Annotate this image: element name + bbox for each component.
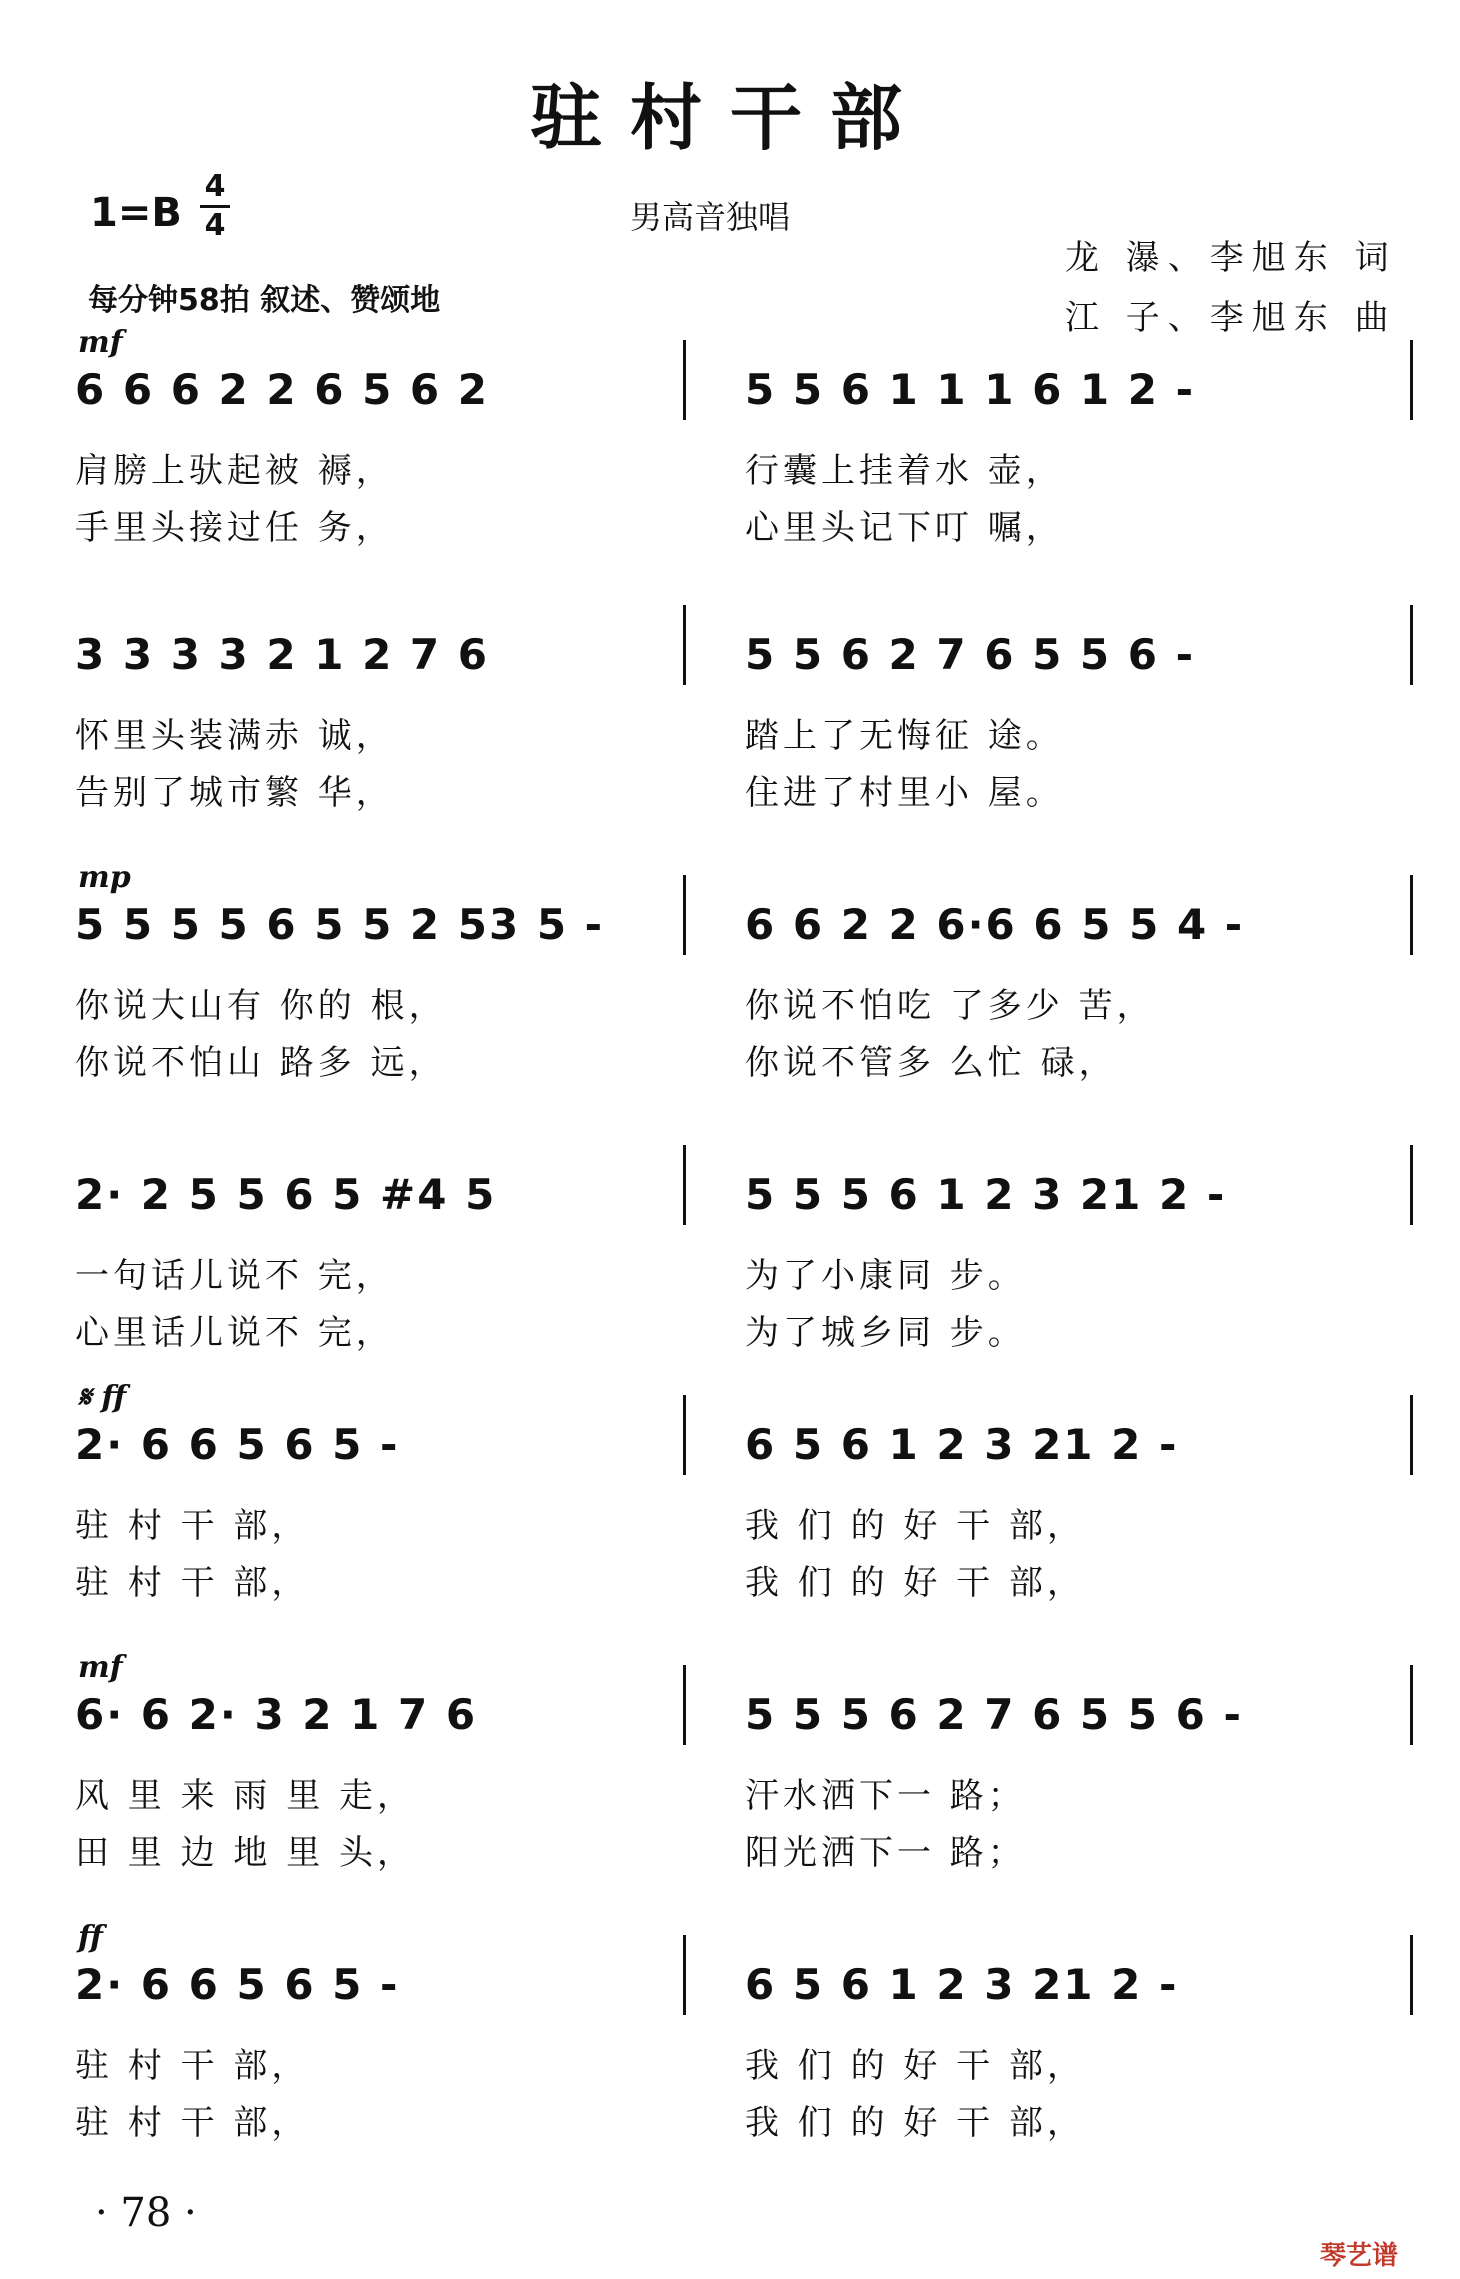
measure-notes: 6 6 6 2 2 6 5 6 2 xyxy=(75,365,489,414)
lyric-line-2: 驻 村 干 部， xyxy=(75,2103,310,2143)
measure-notes: 2· 6 6 5 6 5 - xyxy=(75,1420,400,1469)
lyric-line-1: 我 们 的 好 干 部， xyxy=(745,2046,1086,2086)
lyric-line-2: 心里头记下叮 嘱， xyxy=(745,508,1064,548)
lyric-line-2: 告别了城市繁 华， xyxy=(75,773,394,813)
subtitle: 男高音独唱 xyxy=(630,198,791,236)
measure-notes: 3 3 3 3 2 1 2 7 6 xyxy=(75,630,489,679)
barline xyxy=(1410,1145,1413,1225)
lyric-line-1: 风 里 来 雨 里 走， xyxy=(75,1776,416,1816)
lyric-line-2: 我 们 的 好 干 部， xyxy=(745,1563,1086,1603)
lyric-line-2: 阳光洒下一 路； xyxy=(745,1833,1026,1873)
lyric-line-1: 你说大山有 你的 根， xyxy=(75,986,447,1026)
lyric-line-1: 驻 村 干 部， xyxy=(75,2046,310,2086)
key-signature: 1=B xyxy=(90,190,182,236)
barline xyxy=(1410,875,1413,955)
lyric-line-1: 怀里头装满赤 诚， xyxy=(75,716,394,756)
barline xyxy=(683,1665,686,1745)
composer-credit: 江 子、李旭东 曲 xyxy=(1065,298,1397,338)
lyric-line-1: 驻 村 干 部， xyxy=(75,1506,310,1546)
barline xyxy=(683,1935,686,2015)
lyric-line-1: 为了小康同 步。 xyxy=(745,1256,1026,1296)
page-number: · 78 · xyxy=(95,2190,197,2236)
lyric-line-2: 住进了村里小 屋。 xyxy=(745,773,1064,813)
lyric-line-1: 踏上了无悔征 途。 xyxy=(745,716,1064,756)
time-signature-bottom: 4 xyxy=(204,208,226,243)
lyric-line-1: 行囊上挂着水 壶， xyxy=(745,451,1064,491)
page-title: 驻村干部 xyxy=(529,75,930,160)
lyric-line-1: 肩膀上驮起被 褥， xyxy=(75,451,394,491)
measure-notes: 5 5 5 5 6 5 5 2 53 5 - xyxy=(75,900,605,949)
measure-notes: 6 5 6 1 2 3 21 2 - xyxy=(745,1960,1179,2009)
measure-notes: 6 5 6 1 2 3 21 2 - xyxy=(745,1420,1179,1469)
measure-notes: 5 5 5 6 1 2 3 21 2 - xyxy=(745,1170,1227,1219)
measure-notes: 6· 6 2· 3 2 1 7 6 xyxy=(75,1690,478,1739)
barline xyxy=(1410,605,1413,685)
dynamic-marking: mp xyxy=(78,860,131,895)
dynamic-marking: 𝄋 ff xyxy=(78,1380,127,1415)
lyric-line-2: 手里头接过任 务， xyxy=(75,508,394,548)
lyric-line-2: 驻 村 干 部， xyxy=(75,1563,310,1603)
dynamic-marking: ff xyxy=(78,1920,103,1955)
barline xyxy=(683,605,686,685)
watermark-logo: 琴艺谱 xyxy=(1320,2241,1399,2271)
tempo-marking: 每分钟58拍 叙述、赞颂地 xyxy=(88,283,441,318)
lyric-line-1: 汗水洒下一 路； xyxy=(745,1776,1026,1816)
dynamic-marking: mf xyxy=(78,1650,123,1685)
time-signature-top: 4 xyxy=(204,169,226,204)
lyric-line-1: 你说不怕吃 了多少 苦， xyxy=(745,986,1155,1026)
measure-notes: 5 5 6 1 1 1 6 1 2 - xyxy=(745,365,1196,414)
lyricist-credit: 龙 瀑、李旭东 词 xyxy=(1065,238,1397,278)
barline xyxy=(683,875,686,955)
barline xyxy=(683,1145,686,1225)
lyric-line-2: 为了城乡同 步。 xyxy=(745,1313,1026,1353)
measure-notes: 2· 2 5 5 6 5 #4 5 xyxy=(75,1170,497,1219)
lyric-line-2: 你说不管多 么忙 碌， xyxy=(745,1043,1117,1083)
barline xyxy=(1410,1665,1413,1745)
measure-notes: 5 5 6 2 7 6 5 5 6 - xyxy=(745,630,1196,679)
lyric-line-2: 你说不怕山 路多 远， xyxy=(75,1043,447,1083)
lyric-line-2: 田 里 边 地 里 头， xyxy=(75,1833,416,1873)
lyric-line-1: 一句话儿说不 完， xyxy=(75,1256,394,1296)
dynamic-marking: mf xyxy=(78,325,123,360)
barline xyxy=(1410,1395,1413,1475)
measure-notes: 5 5 5 6 2 7 6 5 5 6 - xyxy=(745,1690,1243,1739)
lyric-line-2: 心里话儿说不 完， xyxy=(75,1313,394,1353)
measure-notes: 2· 6 6 5 6 5 - xyxy=(75,1960,400,2009)
measure-notes: 6 6 2 2 6·6 6 5 5 4 - xyxy=(745,900,1245,949)
barline xyxy=(683,340,686,420)
barline xyxy=(683,1395,686,1475)
barline xyxy=(1410,1935,1413,2015)
time-signature xyxy=(200,170,230,243)
lyric-line-1: 我 们 的 好 干 部， xyxy=(745,1506,1086,1546)
lyric-line-2: 我 们 的 好 干 部， xyxy=(745,2103,1086,2143)
barline xyxy=(1410,340,1413,420)
